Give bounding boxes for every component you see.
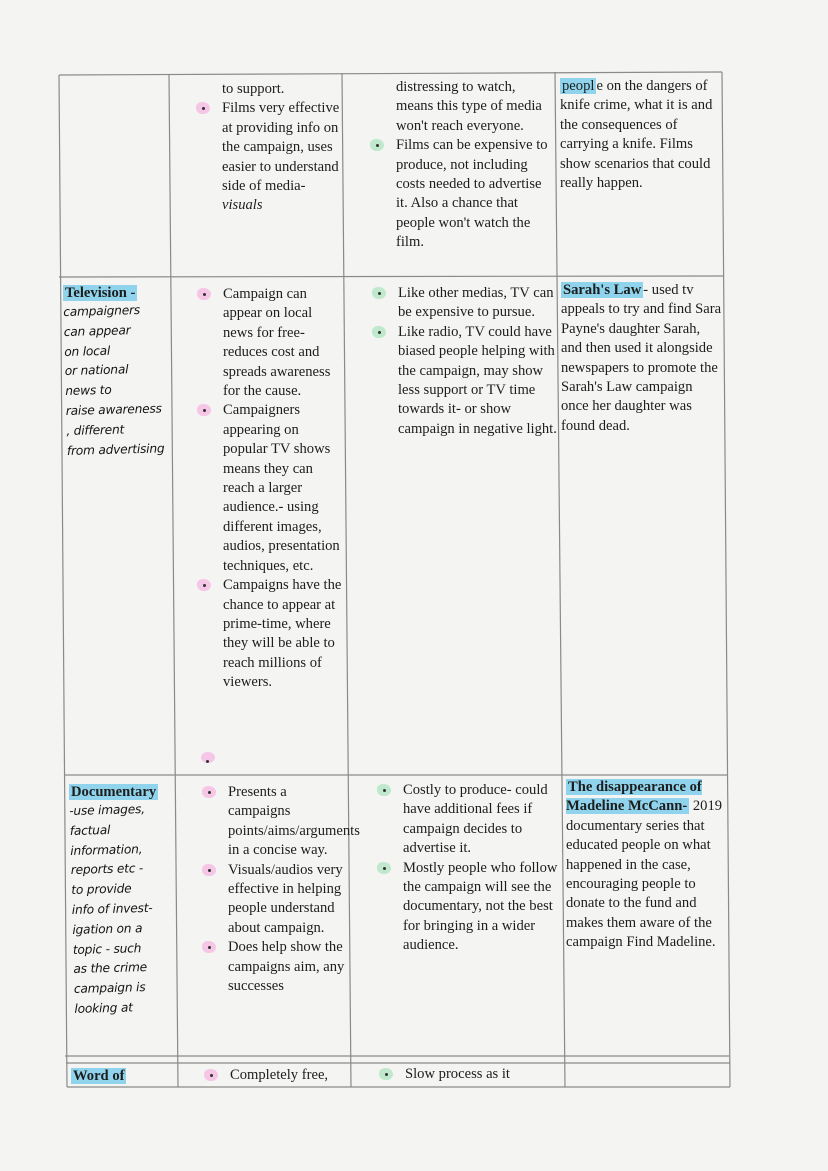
green-bullet-icon — [372, 287, 386, 299]
handwritten-note: campaigners can appear on local or national news to raise awareness , different from advertising — [63, 303, 165, 458]
row-1-disadvantages — [368, 284, 558, 439]
advantage-item: Does help show the campaigns aim, any successes — [198, 938, 350, 996]
advantage-item: Campaigners appearing on popular TV shows means they can reach a larger audience.- using different images, audios, presentation techniques, etc. — [193, 401, 345, 576]
pink-bullet-icon — [202, 786, 216, 798]
row-2-example: The disappearance of Madeline McCann- 2019 documentary series that educated people on what happened in the case, encouraging people to donate to the fund and makes them aware of the campaign Find Madeline. — [566, 779, 723, 951]
row-0-example: peopl e on the dangers of knife crime, what it is and the consequences of carrying a knife. Films show scenarios that could really happen. — [560, 78, 713, 192]
row-3-media-label — [71, 1067, 179, 1086]
row-0-advantages — [192, 80, 342, 216]
pink-bullet-icon — [197, 288, 211, 300]
row-2-disadvantages — [373, 781, 563, 956]
green-bullet-icon — [379, 1068, 393, 1080]
advantage-item: Completely free, — [200, 1066, 352, 1085]
green-bullet-icon — [377, 784, 391, 796]
green-bullet-icon — [377, 862, 391, 874]
highlighted-text: peopl — [562, 78, 595, 94]
pink-bullet-icon — [196, 102, 210, 114]
pink-bullet-icon — [202, 941, 216, 953]
green-bullet-icon — [372, 326, 386, 338]
advantage-item: Campaign can appear on local news for free- reduces cost and spreads awareness for the cause. — [193, 285, 345, 401]
disadvantage-item: Films can be expensive to produce, not including costs needed to advertise it. Also a chance that people won't watch the film. — [366, 136, 556, 252]
row-2-advantages — [198, 783, 360, 996]
green-bullet-icon — [370, 139, 384, 151]
row-0-disadvantages — [366, 78, 556, 253]
highlighted-text: The disappearance of Madeline McCann- — [566, 779, 702, 815]
advantage-item: Visuals/audios very effective in helping people understand about campaign. — [198, 861, 350, 939]
media-type-title: Television - — [65, 285, 136, 301]
advantage-item: Campaigns have the chance to appear at prime-time, where they will be able to reach millions of viewers. — [193, 576, 345, 692]
highlighted-text: Sarah's Law — [563, 282, 642, 298]
disadvantage-item: Like other medias, TV can be expensive to pursue. — [368, 284, 558, 323]
row-1-advantages — [193, 285, 345, 693]
row-2-media-label — [69, 783, 177, 1020]
disadvantage-item: Like radio, TV could have biased people helping with the campaign, may show less support or TV time towards it- or show campaign in negative light. — [368, 323, 558, 439]
advantage-item: Presents a campaigns points/aims/arguments in a concise way. — [198, 783, 350, 861]
handwritten-note: -use images, factual information, reports etc - to provide info of invest- igation on a topic - such as the crime campaign is looking at — [69, 802, 153, 1017]
pink-bullet-icon — [204, 1069, 218, 1081]
row-1-media-label — [63, 284, 171, 462]
media-type-title: Documentary — [71, 784, 157, 800]
row-3-disadvantages — [375, 1065, 565, 1084]
advantage-item: Films very effective at providing info on the campaign, uses easier to understand side of media- visuals — [192, 99, 342, 215]
disadvantage-item: distressing to watch, means this type of media won't reach everyone. — [396, 79, 542, 134]
pink-bullet-icon — [197, 579, 211, 591]
disadvantage-item: Costly to produce- could have additional fees if campaign decides to advertise it. — [373, 781, 563, 859]
advantage-item: to support. — [222, 81, 285, 97]
media-type-title: Word of — [73, 1068, 125, 1084]
disadvantage-item: Slow process as it — [375, 1065, 565, 1084]
row-3-advantages — [200, 1066, 352, 1085]
disadvantage-item: Mostly people who follow the campaign will see the documentary, not the best for bringing in a wider audience. — [373, 859, 563, 956]
pink-bullet-icon — [202, 864, 216, 876]
pink-bullet-icon — [201, 752, 215, 763]
row-1-example: Sarah's Law - used tv appeals to try and find Sara Payne's daughter Sarah, and then used it alongside newspapers to promote the Sarah's Law campaign once her daughter was found dead. — [561, 282, 722, 434]
pink-bullet-icon — [197, 404, 211, 416]
